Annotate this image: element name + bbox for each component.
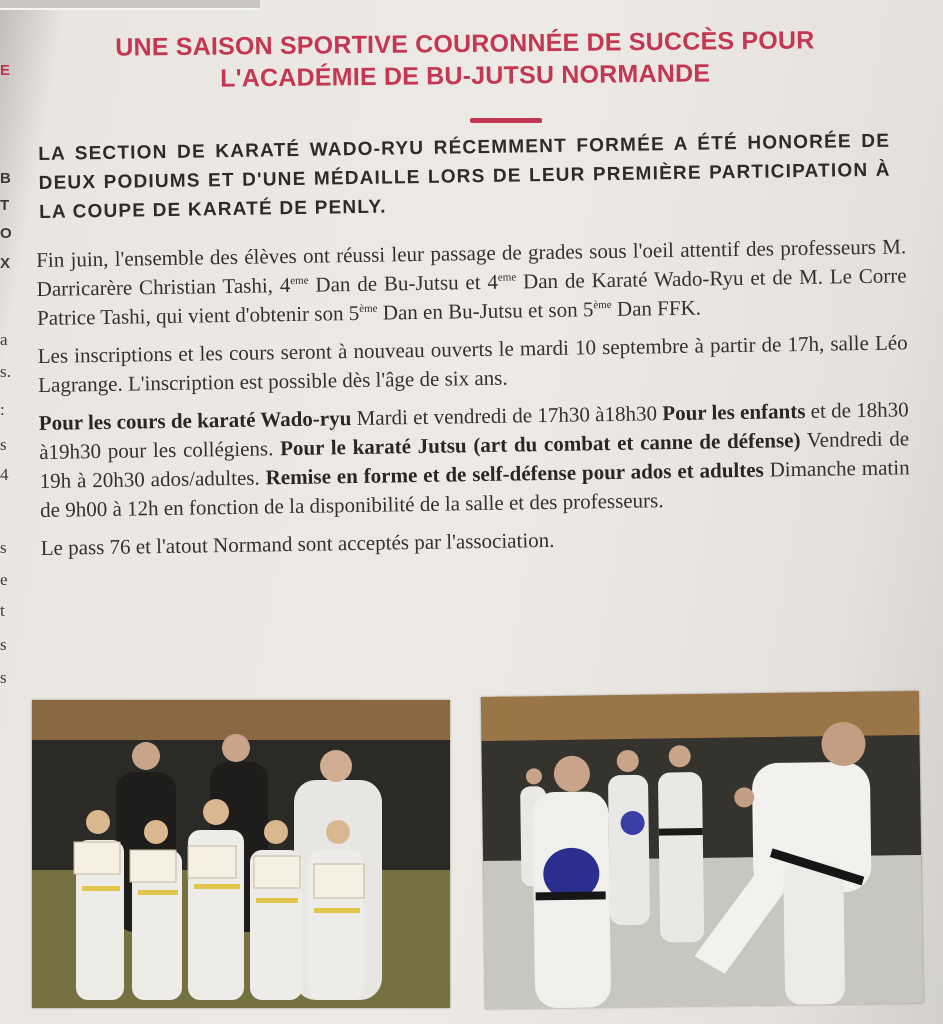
left-fragment: s xyxy=(0,668,7,687)
bold-run: Pour les enfants xyxy=(662,398,806,426)
left-fragment: s xyxy=(0,435,7,454)
left-fragment: s xyxy=(0,635,7,654)
left-fragment: a xyxy=(0,330,8,349)
left-fragment: e xyxy=(0,570,8,589)
photo-training-session-illustration xyxy=(481,691,923,1009)
left-fragment: X xyxy=(0,255,11,272)
adjacent-column-fragments xyxy=(0,50,20,750)
left-fragment: O xyxy=(0,225,12,242)
superscript: ème xyxy=(359,302,378,315)
bold-run: Pour les cours de karaté Wado-ryu xyxy=(38,406,352,435)
left-fragment: s. xyxy=(0,362,11,381)
left-fragment: s xyxy=(0,538,7,557)
text-run: Dan en Bu-Jutsu et son 5 xyxy=(377,297,594,325)
text-run: Dan de Karaté Wado-Ryu et de M. Le Corre Patrice Tashi, qui vient d'obtenir son 5 xyxy=(36,263,907,330)
page-edge xyxy=(0,0,260,10)
left-fragment: E xyxy=(0,62,11,79)
photo-training-session xyxy=(481,691,923,1009)
text-run: et de 18h30 à19h30 pour les collégiens. xyxy=(39,397,909,464)
article-lead: LA SECTION DE KARATÉ WADO-RYU RÉCEMMENT FORMÉE A ÉTÉ HONORÉE DE DEUX PODIUMS ET D'UNE MÉDAILLE LORS DE LEUR PREMIÈRE PARTICIPATION À LA COUPE DE KARATÉ DE PENLY. xyxy=(38,130,891,223)
article-body xyxy=(36,232,911,572)
photo-grade-ceremony-illustration xyxy=(32,700,450,1008)
paragraph-registration: Les inscriptions et les cours seront à nouveau ouverts le mardi 10 septembre à partir de 17h, salle Léo Lagrange. L'inscription est possible dès l'âge de six ans. xyxy=(37,330,908,397)
paragraph-pass: Le pass 76 et l'atout Normand sont acceptés par l'association. xyxy=(40,527,555,560)
text-run: Dan FFK. xyxy=(611,295,702,321)
text-run: Mardi et vendredi de 17h30 à18h30 xyxy=(351,401,663,431)
text-run: Dimanche matin de 9h00 à 12h en fonction de la disponibilité de la salle et des professeurs. xyxy=(39,455,910,522)
left-fragment: t xyxy=(0,601,5,620)
left-fragment: 4 xyxy=(0,465,9,484)
article-title-line-2: L'ACADÉMIE DE BU-JUTSU NORMANDE xyxy=(220,59,711,93)
left-fragment: : xyxy=(0,400,5,419)
left-fragment: B xyxy=(0,170,11,187)
left-fragment: T xyxy=(0,197,10,214)
photo-grade-ceremony xyxy=(32,700,450,1008)
superscript: ème xyxy=(593,298,612,312)
article-title-line-1: UNE SAISON SPORTIVE COURONNÉE DE SUCCÈS POUR xyxy=(115,26,815,62)
bold-run: Pour le karaté Jutsu (art du combat et canne de défense) xyxy=(279,428,801,461)
paragraph-schedule xyxy=(39,395,911,525)
superscript: eme xyxy=(497,271,517,284)
bold-run: Remise en forme et de self-défense pour ados et adultes xyxy=(265,457,764,490)
title-divider xyxy=(470,118,542,123)
text-run: Vendredi de 19h à 20h30 ados/adultes. xyxy=(39,426,910,493)
paragraph-grades xyxy=(36,232,907,333)
article-title xyxy=(45,24,886,97)
text-run: Fin juin, l'ensemble des élèves ont réussi leur passage de grades sous l'oeil attentif des professeurs M. Darricarère Christian Tashi, 4 xyxy=(36,234,907,301)
text-run: Dan de Bu-Jutsu et 4 xyxy=(308,269,499,297)
superscript: eme xyxy=(290,274,309,288)
